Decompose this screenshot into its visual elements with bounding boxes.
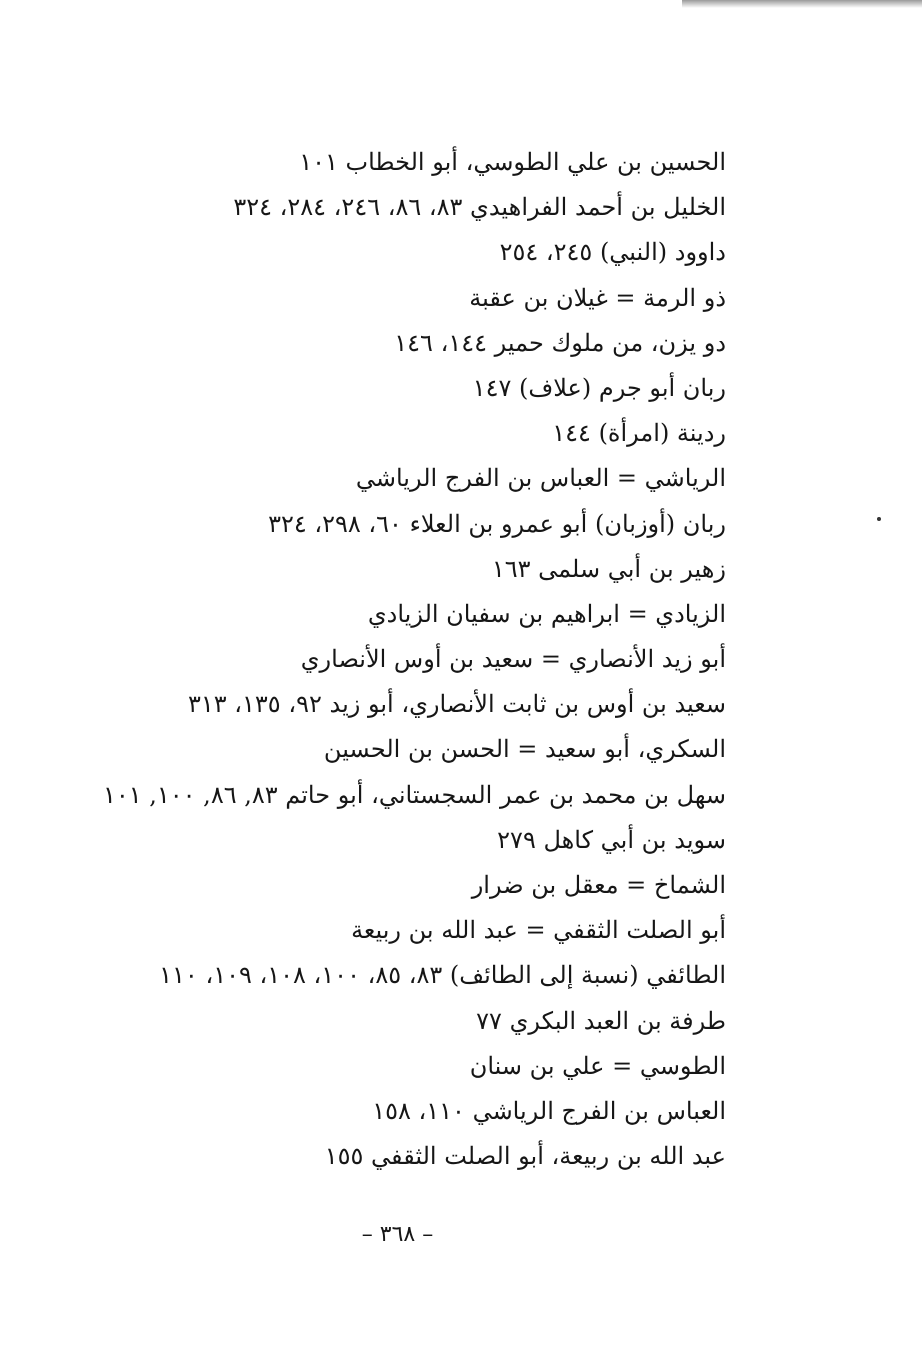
index-entry: داوود (النبي) ٢٤٥، ٢٥٤ xyxy=(499,238,726,267)
index-entry: الطائفي (نسبة إلى الطائف) ٨٣، ٨٥، ١٠٠، ١٠٨، ١٠٩، ١١٠ xyxy=(159,961,726,990)
scan-speck xyxy=(877,517,881,521)
index-entry: ربان أبو جرم (علاف) ١٤٧ xyxy=(472,373,726,402)
index-entry: طرفة بن العبد البكري ٧٧ xyxy=(476,1006,726,1035)
index-entry: السكري، أبو سعيد = الحسن بن الحسين xyxy=(323,735,726,764)
index-entry: زهير بن أبي سلمى ١٦٣ xyxy=(491,554,726,583)
index-entry: سويد بن أبي كاهل ٢٧٩ xyxy=(497,825,726,854)
index-list xyxy=(86,140,726,1179)
page-number: – ٣٦٨ – xyxy=(361,1222,434,1247)
index-entry: الزيادي = ابراهيم بن سفيان الزيادي xyxy=(367,599,726,628)
index-entry: الرياشي = العباس بن الفرج الرياشي xyxy=(355,464,726,493)
index-entry: سعيد بن أوس بن ثابت الأنصاري، أبو زيد ٩٢، ١٣٥، ٣١٣ xyxy=(187,690,726,719)
index-entry: أبو الصلت الثقفي = عبد الله بن ربيعة xyxy=(351,916,726,945)
index-entry: ردينة (امرأة) ١٤٤ xyxy=(552,419,726,448)
index-entry: أبو زيد الأنصاري = سعيد بن أوس الأنصاري xyxy=(300,645,726,674)
index-entry: ربان (أوزبان) أبو عمرو بن العلاء ٦٠، ٢٩٨، ٣٢٤ xyxy=(268,509,726,538)
index-entry: العباس بن الفرج الرياشي ١١٠، ١٥٨ xyxy=(372,1096,726,1125)
index-entry: سهل بن محمد بن عمر السجستاني، أبو حاتم ٨٣, ٨٦, ١٠٠, ١٠١ xyxy=(102,780,726,809)
index-entry: دو يزن، من ملوك حمير ١٤٤، ١٤٦ xyxy=(394,328,726,357)
index-entry: الشماخ = معقل بن ضرار xyxy=(471,871,726,899)
index-entry: الطوسي = علي بن سنان xyxy=(469,1051,726,1080)
index-entry: الحسين بن علي الطوسي، أبو الخطاب ١٠١ xyxy=(299,148,726,176)
index-entry: الخليل بن أحمد الفراهيدي ٨٣، ٨٦، ٢٤٦، ٢٨٤، ٣٢٤ xyxy=(233,193,726,222)
scan-edge-shadow xyxy=(682,0,922,8)
index-entry: عبد الله بن ربيعة، أبو الصلت الثقفي ١٥٥ xyxy=(324,1142,726,1171)
index-entry: ذو الرمة = غيلان بن عقبة xyxy=(469,283,726,312)
